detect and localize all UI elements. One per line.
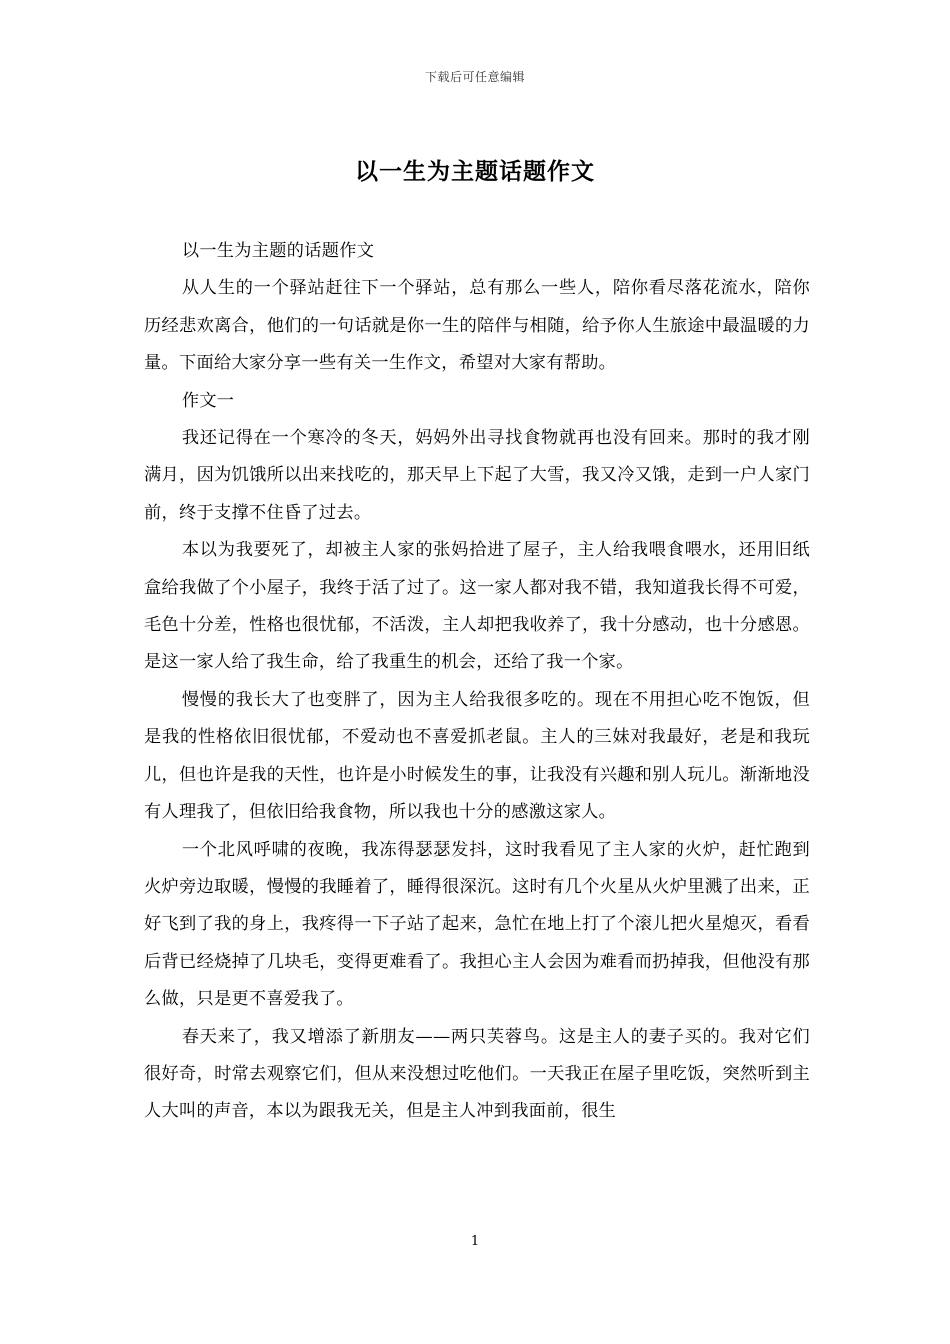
- paragraph: 我还记得在一个寒冷的冬天，妈妈外出寻找食物就再也没有回来。那时的我才刚满月，因为饥饿所以出来找吃的，那天早上下起了大雪，我又冷又饿，走到一户人家门前，终于支撑不住昏了过去。: [144, 428, 810, 523]
- paragraph: 春天来了，我又增添了新朋友——两只芙蓉鸟。这是主人的妻子买的。我对它们很好奇，时常去观察它们，但从来没想过吃他们。一天我正在屋子里吃饭，突然听到主人大叫的声音，本以为跟我无关，但是主人冲到我面前，很生: [144, 1026, 810, 1122]
- paragraph: 本以为我要死了，却被主人家的张妈拾进了屋子，主人给我喂食喂水，还用旧纸盒给我做了个小屋子，我终于活了过了。这一家人都对我不错，我知道我长得不可爱，毛色十分差，性格也很忧郁，不活泼，主人却把我收养了，我十分感动，也十分感恩。是这一家人给了我生命，给了我重生的机会，还给了我一个家。: [144, 540, 810, 673]
- page-number: 1: [470, 1234, 480, 1249]
- header-note: 下载后可任意编辑: [424, 70, 525, 84]
- paragraph-section-heading: 作文一: [181, 390, 235, 411]
- document-body: [144, 233, 810, 1131]
- document-title: 以一生为主题话题作文: [355, 158, 595, 185]
- paragraph-subtitle: 以一生为主题的话题作文: [181, 241, 375, 261]
- paragraph: 慢慢的我长大了也变胖了，因为主人给我很多吃的。现在不用担心吃不饱饭，但是我的性格依旧很忧郁，不爱动也不喜爱抓老鼠。主人的三妹对我最好，老是和我玩儿，但也许是我的天性，也许是小时候发生的事，让我没有兴趣和别人玩儿。渐渐地没有人理我了，但依旧给我食物，所以我也十分的感激这家人。: [144, 689, 810, 823]
- paragraph: 一个北风呼啸的夜晚，我冻得瑟瑟发抖，这时我看见了主人家的火炉，赶忙跑到火炉旁边取暖，慢慢的我睡着了，睡得很深沉。这时有几个火星从火炉里溅了出来，正好飞到了我的身上，我疼得一下子站了起来，急忙在地上打了个滚儿把火星熄灭，看看后背已经烧掉了几块毛，变得更难看了。我担心主人会因为难看而扔掉我，但他没有那么做，只是更不喜爱我了。: [144, 839, 810, 1010]
- paragraph-intro: 从人生的一个驿站赶往下一个驿站，总有那么一些人，陪你看尽落花流水，陪你历经悲欢离合，他们的一句话就是你一生的陪伴与相随，给予你人生旅途中最温暖的力量。下面给大家分享一些有关一生作文，希望对大家有帮助。: [144, 278, 810, 374]
